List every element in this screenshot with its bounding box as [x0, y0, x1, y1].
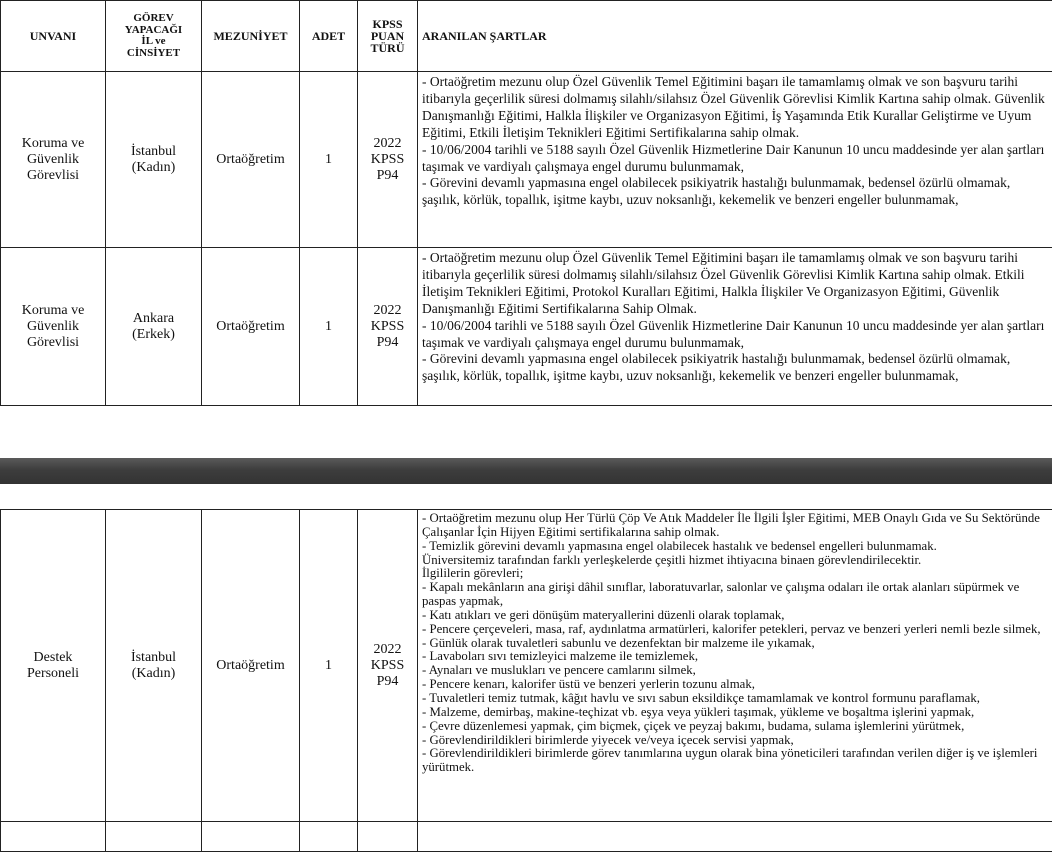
cell-mezuniyet: Ortaöğretim: [202, 248, 300, 406]
requirement-text: - Görevini devamlı yapmasına engel olabilecek psikiyatrik hastalığı bulunmamak, bedensel özürlü olmamak, şaşılık, körlük, topallık, işitme kaybı, uzuv noksanlığı, kekemelik ve benzeri engeller bulunmamak,: [422, 351, 1048, 385]
cell-adet: 1: [300, 248, 358, 406]
requirement-text: - Görevlendirildikleri birimlerde görev tanımlarına uygun olarak bina yöneticileri tarafından verilen diğer iş ve işlemleri yürütmek.: [422, 747, 1048, 775]
cell-mezuniyet: Ortaöğretim: [202, 72, 300, 248]
cell-adet: 1: [300, 510, 358, 822]
header-unvan: UNVANI: [1, 1, 106, 72]
cell-il: İstanbul (Kadın): [106, 72, 202, 248]
cell-adet: 1: [300, 72, 358, 248]
requirement-text: - Pencere kenarı, kalorifer üstü ve benzeri yerlerin tozunu almak,: [422, 678, 1048, 692]
requirement-text: - Ortaöğretim mezunu olup Her Türlü Çöp Ve Atık Maddeler İle İlgili İşler Eğitimi, MEB Onaylı Gıda ve Su Sektöründe Çalışanlar İçin Hijyen Eğitimi sertifikalarına sahip olmak.: [422, 512, 1048, 540]
requirement-text: - Malzeme, demirbaş, makine-teçhizat vb. eşya veya yükleri taşımak, yükleme ve boşaltma işlerini yapmak,: [422, 706, 1048, 720]
cell-kpss: 2022 KPSS P94: [358, 510, 418, 822]
table-row: [1, 510, 1052, 822]
cell-sartlar: [418, 72, 1052, 248]
positions-table-bottom: [0, 509, 1052, 852]
cell-il: Ankara (Erkek): [106, 248, 202, 406]
table-row: [1, 248, 1052, 406]
header-mezuniyet: MEZUNİYET: [202, 1, 300, 72]
header-sartlar: ARANILAN ŞARTLAR: [418, 1, 1052, 72]
requirement-text: - Pencere çerçeveleri, masa, raf, aydınlatma armatürleri, kalorifer petekleri, pervaz ve benzeri yerleri nemli bezle silmek,: [422, 623, 1048, 637]
header-kpss: KPSS PUAN TÜRÜ: [358, 1, 418, 72]
page-separator: [0, 458, 1052, 484]
requirement-text: - Kapalı mekânların ana girişi dâhil sınıflar, laboratuvarlar, salonlar ve çalışma odaları ile ortak alanları süpürmek ve paspas yapmak,: [422, 581, 1048, 609]
cell-unvan: Koruma ve Güvenlik Görevlisi: [1, 72, 106, 248]
cell-unvan: Destek Personeli: [1, 510, 106, 822]
requirement-text: - Ortaöğretim mezunu olup Özel Güvenlik Temel Eğitimini başarı ile tamamlamış olmak ve son başvuru tarihi itibarıyla geçerlilik süresi dolmamış silahlı/silahsız Özel Güvenlik Görevlisi Kimlik Kartına sahip olmak. Etkili İletişim Teknikleri Eğitimi, Protokol Kuralları Eğitimi, Halkla İlişkiler Ve Organizasyon Eğitimi, Güvenlik Danışmanlığı Eğitimi Sertifikalarına Sahip Olmak.: [422, 250, 1048, 318]
requirement-text: - Lavaboları sıvı temizleyici malzeme ile temizlemek,: [422, 650, 1048, 664]
cell-sartlar: [418, 248, 1052, 406]
requirement-text: Üniversitemiz tarafından farklı yerleşkelerde çeşitli hizmet ihtiyacına binaen görevlendirilecektir.: [422, 554, 1048, 568]
requirement-text: - Görevlendirildikleri birimlerde yiyecek ve/veya içecek servisi yapmak,: [422, 734, 1048, 748]
requirement-text: - Günlük olarak tuvaletleri sabunlu ve dezenfektan bir malzeme ile yıkamak,: [422, 637, 1048, 651]
positions-table-top: [0, 0, 1052, 406]
requirement-text: İlgililerin görevleri;: [422, 567, 1048, 581]
requirement-text: - Görevini devamlı yapmasına engel olabilecek psikiyatrik hastalığı bulunmamak, bedensel özürlü olmamak, şaşılık, körlük, topallık, işitme kaybı, uzuv noksanlığı, kekemelik ve benzeri engeller bulunmamak,: [422, 175, 1048, 209]
table-row: [1, 72, 1052, 248]
cell-mezuniyet: Ortaöğretim: [202, 510, 300, 822]
header-row: [1, 1, 1052, 72]
header-adet: ADET: [300, 1, 358, 72]
requirement-text: - Katı atıkları ve geri dönüşüm materyallerini düzenli olarak toplamak,: [422, 609, 1048, 623]
cell-il: İstanbul (Kadın): [106, 510, 202, 822]
cell-kpss: 2022 KPSS P94: [358, 248, 418, 406]
cell-unvan: Koruma ve Güvenlik Görevlisi: [1, 248, 106, 406]
requirement-text: - 10/06/2004 tarihli ve 5188 sayılı Özel Güvenlik Hizmetlerine Dair Kanunun 10 uncu maddesinde yer alan şartları taşımak ve vardiyalı çalışmaya engel durumu bulunmamak,: [422, 318, 1048, 352]
header-gorev-il: GÖREV YAPACAĞI İL ve CİNSİYET: [106, 1, 202, 72]
requirement-text: - 10/06/2004 tarihli ve 5188 sayılı Özel Güvenlik Hizmetlerine Dair Kanunun 10 uncu maddesinde yer alan şartları taşımak ve vardiyalı çalışmaya engel durumu bulunmamak,: [422, 142, 1048, 176]
requirement-text: - Çevre düzenlemesi yapmak, çim biçmek, çiçek ve peyzaj bakımı, budama, sulama işlemlerini yürütmek,: [422, 720, 1048, 734]
requirement-text: - Aynaları ve muslukları ve pencere camlarını silmek,: [422, 664, 1048, 678]
requirement-text: - Ortaöğretim mezunu olup Özel Güvenlik Temel Eğitimini başarı ile tamamlamış olmak ve son başvuru tarihi itibarıyla geçerlilik süresi dolmamış silahlı/silahsız Özel Güvenlik Görevlisi Kimlik Kartına sahip olmak. Güvenlik Danışmanlığı Eğitimi, Halkla İlişkiler ve Organizasyon Eğitimi, İş Yaşamında Etik Kurallar Geliştirme ve Uyum Eğitimi, Etkili İletişim Teknikleri Eğitimi Sertifikalarına sahip olmak.: [422, 74, 1048, 142]
requirement-text: - Temizlik görevini devamlı yapmasına engel olabilecek hastalık ve bedensel engelleri bulunmamak.: [422, 540, 1048, 554]
cell-sartlar: [418, 510, 1052, 822]
cell-kpss: 2022 KPSS P94: [358, 72, 418, 248]
requirement-text: - Tuvaletleri temiz tutmak, kâğıt havlu ve sıvı sabun eksildikçe tamamlamak ve kontrol formunu paraflamak,: [422, 692, 1048, 706]
